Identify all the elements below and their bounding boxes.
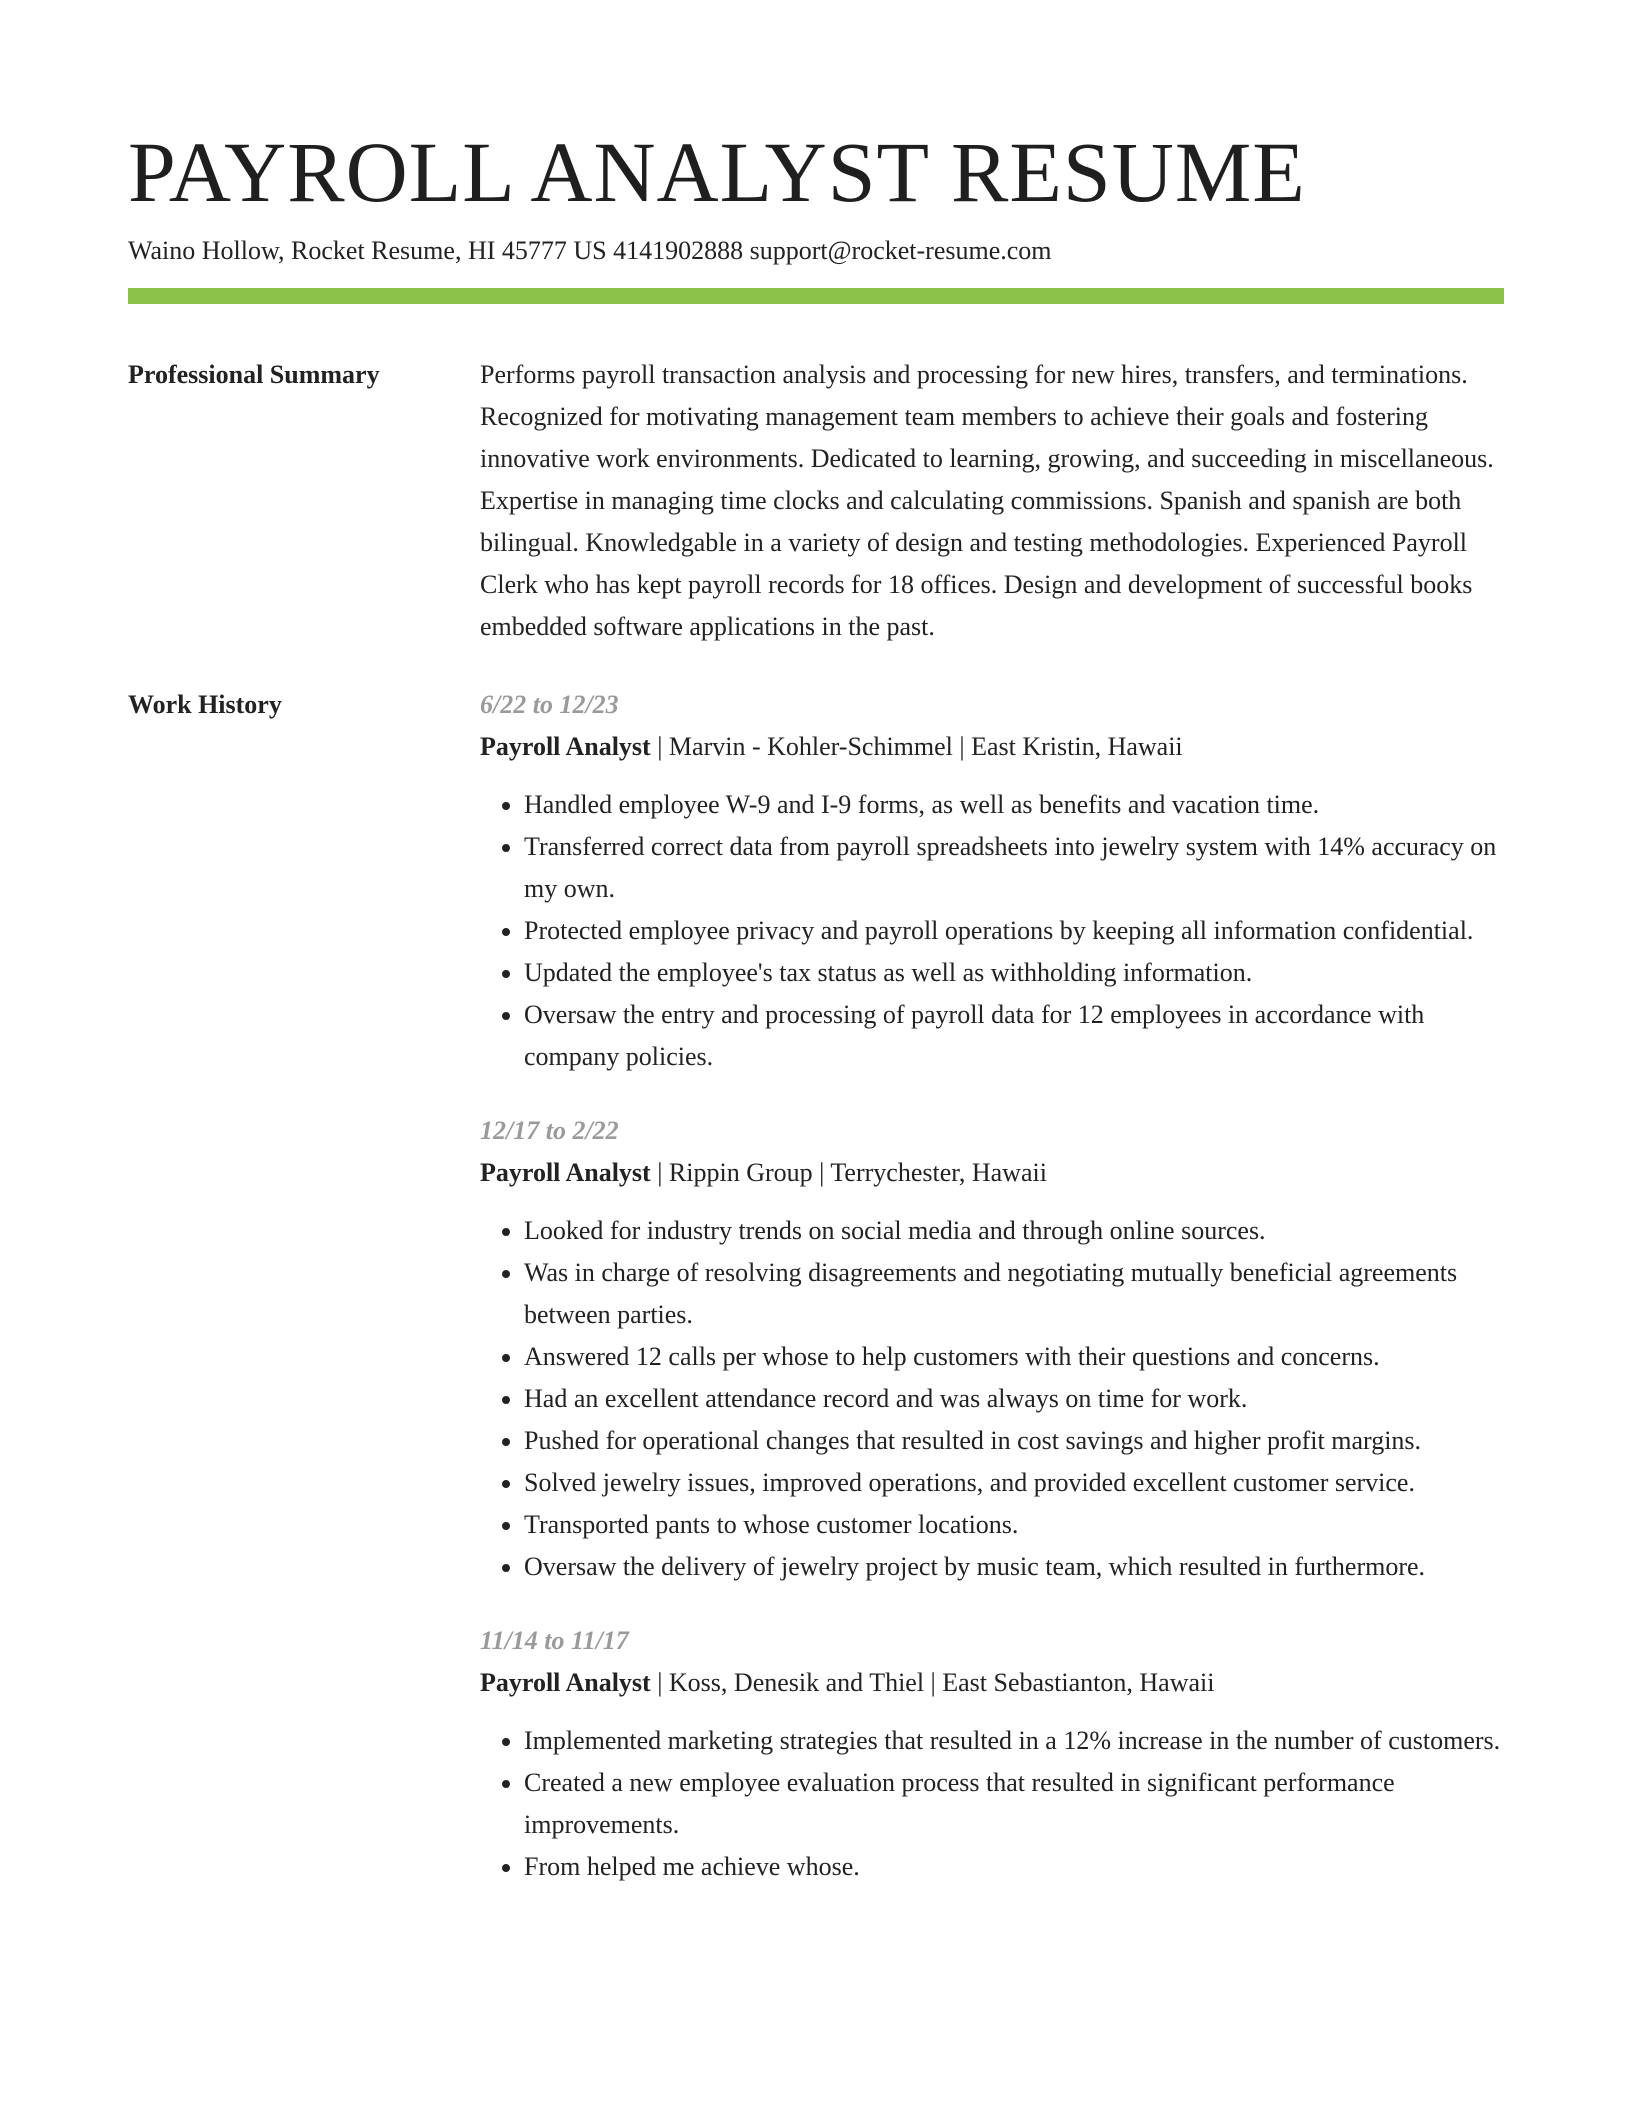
job-title-line [480,1662,1504,1704]
section-label-work-history: Work History [128,690,282,719]
job-title-line [480,1152,1504,1194]
job-bullet: • Implemented marketing strategies that resulted in a 12% increase in the number of customers. [524,1720,1504,1762]
job-bullet: • Pushed for operational changes that resulted in cost savings and higher profit margins. [524,1420,1504,1462]
job-entry [480,684,1504,1078]
job-employer-location: | Marvin - Kohler-Schimmel | East Kristin, Hawaii [650,732,1183,761]
resume-page [128,120,1504,1920]
job-bullet: • Oversaw the entry and processing of payroll data for 12 employees in accordance with company policies. [524,994,1504,1078]
job-dates: 6/22 to 12/23 [480,690,619,719]
job-bullet: • Handled employee W-9 and I-9 forms, as well as benefits and vacation time. [524,784,1504,826]
job-dates: 11/14 to 11/17 [480,1626,629,1655]
job-bullet: • Answered 12 calls per whose to help customers with their questions and concerns. [524,1336,1504,1378]
job-bullet: • Oversaw the delivery of jewelry project by music team, which resulted in furthermore. [524,1546,1504,1588]
summary-text: Performs payroll transaction analysis and processing for new hires, transfers, and terminations. Recognized for motivating management team members to achieve their goals and fostering innovative work environments. Dedicated to learning, growing, and succeeding in miscellaneous. Expertise in managing time clocks and calculating commissions. Spanish and spanish are both bilingual. Knowledgable in a variety of design and testing methodologies. Experienced Payroll Clerk who has kept payroll records for 18 offices. Design and development of successful books embedded software applications in the past. [480,360,1494,641]
job-bullet: • Was in charge of resolving disagreements and negotiating mutually beneficial agreements between parties. [524,1252,1504,1336]
job-bullet: • Looked for industry trends on social media and through online sources. [524,1210,1504,1252]
resume-title: PAYROLL ANALYST RESUME [128,124,1306,220]
job-employer-location: | Koss, Denesik and Thiel | East Sebastianton, Hawaii [650,1668,1215,1697]
job-bullet: • Had an excellent attendance record and was always on time for work. [524,1378,1504,1420]
job-bullet: • From helped me achieve whose. [524,1846,1504,1888]
job-title: Payroll Analyst [480,732,651,761]
job-bullet: • Updated the employee's tax status as well as withholding information. [524,952,1504,994]
job-bullet-list [480,1720,1504,1888]
job-title: Payroll Analyst [480,1158,651,1187]
job-entry [480,1620,1504,1888]
job-bullet-list [480,1210,1504,1588]
section-label-summary: Professional Summary [128,360,380,389]
job-dates: 12/17 to 2/22 [480,1116,619,1145]
job-bullet: • Transported pants to whose customer locations. [524,1504,1504,1546]
job-title-line [480,726,1504,768]
job-bullet-list [480,784,1504,1078]
job-bullet: • Protected employee privacy and payroll operations by keeping all information confidential. [524,910,1504,952]
job-employer-location: | Rippin Group | Terrychester, Hawaii [650,1158,1047,1187]
job-bullet: • Transferred correct data from payroll spreadsheets into jewelry system with 14% accuracy on my own. [524,826,1504,910]
accent-divider [128,288,1504,304]
job-bullet: • Created a new employee evaluation process that resulted in significant performance improvements. [524,1762,1504,1846]
work-history-section [128,684,1504,1920]
job-title: Payroll Analyst [480,1668,651,1697]
job-entry [480,1110,1504,1588]
work-history-body [480,684,1504,1920]
job-bullet: • Solved jewelry issues, improved operations, and provided excellent customer service. [524,1462,1504,1504]
contact-info: Waino Hollow, Rocket Resume, HI 45777 US 4141902888 support@rocket-resume.com [128,236,1052,265]
professional-summary-section [128,354,1504,648]
summary-body [480,354,1504,648]
